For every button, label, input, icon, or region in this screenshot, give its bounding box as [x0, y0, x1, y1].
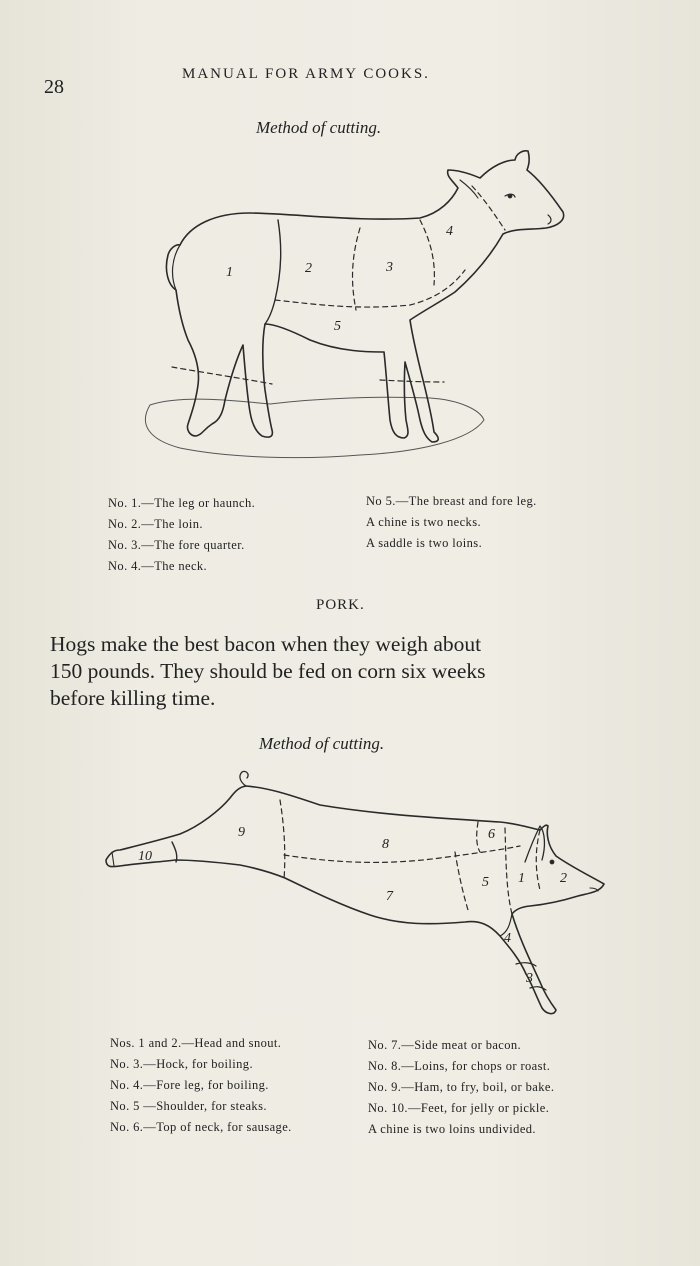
legend-item: No. 8.—Loins, for chops or roast. — [368, 1059, 551, 1073]
paragraph-line: 150 pounds. They should be fed on corn six weeks — [50, 659, 486, 683]
hog-tail — [240, 771, 248, 786]
legend-item: No 5.—The breast and fore leg. — [366, 494, 537, 508]
sheep-label-1: 1 — [226, 265, 233, 280]
pork-legend-right — [368, 1035, 554, 1140]
pork-heading: PORK. — [316, 597, 365, 613]
hog-label-9: 9 — [238, 825, 245, 840]
legend-item: No. 10.—Feet, for jelly or pickle. — [368, 1101, 550, 1115]
hog-label-8: 8 — [382, 837, 389, 852]
legend-item: Nos. 1 and 2.—Head and snout. — [110, 1036, 282, 1050]
legend-item: No. 1.—The leg or haunch. — [108, 496, 256, 510]
hog-label-5: 5 — [482, 875, 489, 890]
sheep-label-3: 3 — [386, 260, 393, 275]
legend-item: A saddle is two loins. — [366, 536, 483, 550]
legend-item: A chine is two loins undivided. — [368, 1122, 536, 1136]
legend-item: No. 6.—Top of neck, for sausage. — [110, 1120, 292, 1134]
hog-label-6: 6 — [488, 827, 495, 842]
legend-item: No. 9.—Ham, to fry, boil, or bake. — [368, 1080, 555, 1094]
legend-item: No. 7.—Side meat or bacon. — [368, 1038, 522, 1052]
page-number: 28 — [44, 76, 64, 98]
legend-item: No. 4.—Fore leg, for boiling. — [110, 1078, 269, 1092]
sheep-caption: Method of cutting. — [256, 118, 382, 137]
pork-legend-left — [110, 1033, 292, 1138]
legend-item: No. 3.—Hock, for boiling. — [110, 1057, 253, 1071]
legend-item: No. 3.—The fore quarter. — [108, 538, 245, 552]
hog-label-4: 4 — [504, 931, 511, 946]
hog-label-3: 3 — [526, 971, 533, 986]
hog-label-1: 1 — [518, 871, 525, 886]
sheep-label-5: 5 — [334, 319, 341, 334]
paragraph-line: Hogs make the best bacon when they weigh about — [50, 632, 482, 656]
legend-item: No. 5 —Shoulder, for steaks. — [110, 1099, 267, 1113]
legend-item: No. 2.—The loin. — [108, 517, 203, 531]
hog-label-10: 10 — [138, 849, 152, 864]
paragraph-line: before killing time. — [50, 686, 216, 710]
running-head: MANUAL FOR ARMY COOKS. — [182, 66, 430, 82]
hog-label-2: 2 — [560, 871, 567, 886]
hog-label-7: 7 — [386, 889, 393, 904]
pork-caption: Method of cutting. — [259, 734, 385, 753]
legend-item: No. 4.—The neck. — [108, 559, 208, 573]
sheep-label-2: 2 — [305, 261, 312, 276]
sheep-label-4: 4 — [446, 224, 453, 239]
legend-item: A chine is two necks. — [366, 515, 481, 529]
